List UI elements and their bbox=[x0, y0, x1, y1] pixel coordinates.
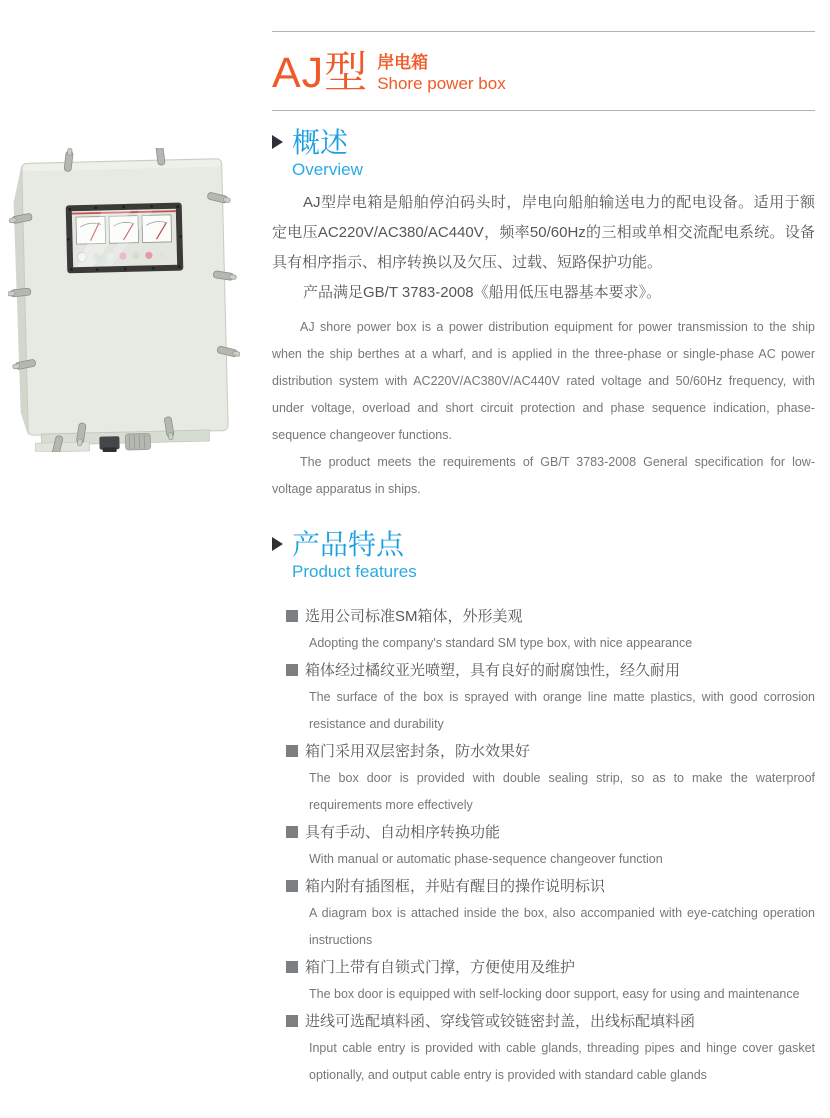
feature-text-zh: 选用公司标准SM箱体，外形美观 bbox=[305, 608, 523, 625]
product-model: AJ型 bbox=[272, 49, 369, 97]
bullet-square-icon bbox=[286, 826, 298, 838]
features-section bbox=[272, 528, 815, 1089]
feature-text-en: The box door is provided with double sealing strip, so as to make the waterproof requirements more effectively bbox=[309, 771, 815, 812]
overview-section bbox=[272, 126, 815, 503]
feature-line-zh bbox=[286, 954, 815, 981]
bullet-square-icon bbox=[286, 880, 298, 892]
overview-body bbox=[272, 188, 815, 503]
feature-line-zh bbox=[286, 873, 815, 900]
bullet-square-icon bbox=[286, 961, 298, 973]
top-divider bbox=[272, 31, 815, 32]
feature-text-en: A diagram box is attached inside the box, also accompanied with eye-catching operation instructions bbox=[309, 906, 815, 947]
overview-titles bbox=[292, 126, 363, 181]
feature-text-zh: 箱体经过橘纹亚光喷塑，具有良好的耐腐蚀性，经久耐用 bbox=[305, 662, 681, 679]
feature-text-zh: 箱内附有插图框，并贴有醒目的操作说明标识 bbox=[305, 878, 606, 895]
feature-text-en: Input cable entry is provided with cable glands, threading pipes and hinge cover gasket optionally, and output cable entry is provided with standard cable glands bbox=[309, 1041, 815, 1082]
feature-item bbox=[286, 738, 815, 819]
feature-text-zh: 具有手动、自动相序转换功能 bbox=[305, 824, 501, 841]
feature-item bbox=[286, 873, 815, 954]
overview-header bbox=[272, 126, 815, 181]
overview-heading-zh: 概述 bbox=[292, 127, 349, 158]
feature-line-zh bbox=[286, 657, 815, 684]
feature-text-en: Adopting the company's standard SM type box, with nice appearance bbox=[309, 636, 693, 650]
feature-line-zh bbox=[286, 819, 815, 846]
feature-text-zh: 箱门采用双层密封条，防水效果好 bbox=[305, 743, 531, 760]
bullet-square-icon bbox=[286, 610, 298, 622]
product-name-zh: 岸电箱 bbox=[377, 53, 429, 72]
feature-item bbox=[286, 657, 815, 738]
feature-line-zh bbox=[286, 738, 815, 765]
product-name-group bbox=[377, 52, 506, 94]
feature-text-en: The box door is equipped with self-locking door support, easy for using and maintenance bbox=[309, 987, 800, 1001]
feature-text-en: The surface of the box is sprayed with orange line matte plastics, with good corrosion resistance and durability bbox=[309, 690, 815, 731]
product-photo bbox=[8, 148, 244, 454]
features-heading-zh: 产品特点 bbox=[292, 529, 405, 560]
feature-item bbox=[286, 1008, 815, 1089]
shore-power-box-image bbox=[8, 148, 240, 452]
bullet-square-icon bbox=[286, 1015, 298, 1027]
section-arrow-icon bbox=[272, 537, 283, 551]
features-header bbox=[272, 528, 815, 583]
overview-paragraph-en-1: AJ shore power box is a power distribution equipment for power transmission to the ship when the ship berthes at a wharf, and is applied in the three-phase or single-phase AC power distribution system with AC220V/AC380V/AC440V rated voltage and 50/60Hz frequency, with under voltage, overload and short circuit protection and phase sequence indication, phase-sequence changeover functions. bbox=[272, 320, 815, 442]
feature-item bbox=[286, 603, 815, 657]
feature-list bbox=[272, 603, 815, 1089]
title-divider bbox=[272, 110, 815, 111]
overview-paragraph-zh-2: 产品满足GB/T 3783-2008《船用低压电器基本要求》。 bbox=[303, 284, 662, 301]
feature-text-zh: 箱门上带有自锁式门撑，方便使用及维护 bbox=[305, 959, 576, 976]
features-titles bbox=[292, 528, 417, 583]
feature-line-zh bbox=[286, 1008, 815, 1035]
feature-item bbox=[286, 954, 815, 1008]
features-heading-en: Product features bbox=[292, 562, 417, 581]
bullet-square-icon bbox=[286, 664, 298, 676]
feature-text-en: With manual or automatic phase-sequence changeover function bbox=[309, 852, 663, 866]
overview-paragraph-en-2: The product meets the requirements of GB/T 3783-2008 General specification for low-voltage apparatus in ships. bbox=[272, 455, 815, 496]
feature-line-zh bbox=[286, 603, 815, 630]
product-title-block bbox=[272, 50, 506, 96]
bullet-square-icon bbox=[286, 745, 298, 757]
feature-text-zh: 进线可选配填料函、穿线管或铰链密封盖，出线标配填料函 bbox=[305, 1013, 696, 1030]
product-name-en: Shore power box bbox=[377, 74, 506, 93]
overview-paragraph-zh-1: AJ型岸电箱是船舶停泊码头时，岸电向船舶输送电力的配电设备。适用于额定电压AC220V/AC380/AC440V，频率50/60Hz的三相或单相交流配电系统。设备具有相序指示、相序转换以及欠压、过载、短路保护功能。 bbox=[272, 194, 815, 271]
section-arrow-icon bbox=[272, 135, 283, 149]
feature-item bbox=[286, 819, 815, 873]
overview-heading-en: Overview bbox=[292, 160, 363, 179]
